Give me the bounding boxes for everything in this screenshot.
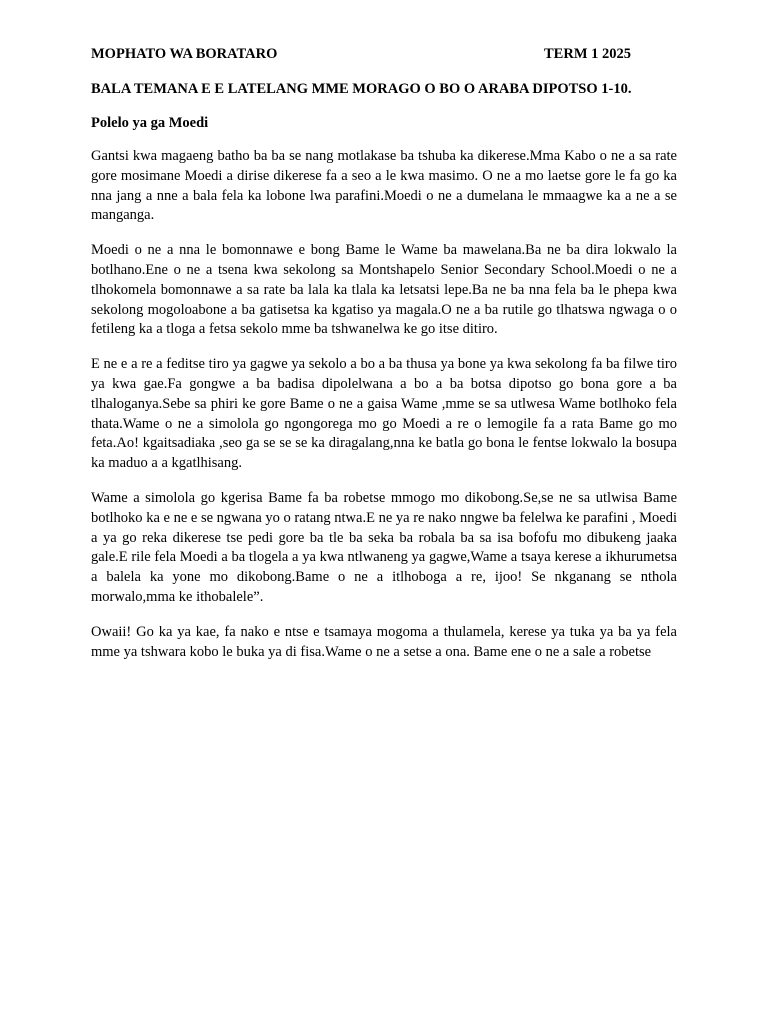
subject-title: MOPHATO WA BORATARO — [91, 46, 278, 62]
document-page — [91, 44, 677, 662]
story-title: Polelo ya ga Moedi — [91, 115, 209, 131]
term-label: TERM 1 2025 — [544, 46, 631, 62]
document-header — [91, 44, 677, 64]
story-paragraph-2: Moedi o ne a nna le bomonnawe e bong Bame le Wame ba mawelana.Ba ne ba dira lokwalo la botlhano.Ene o ne a tsena kwa sekolong sa Montshapelo Senior Secondary School.Moedi o ne a tlhokomela bomonnawe a sa rate ba lala ka tlala ka letsatsi lepe.Ba ne ba nna fela ba le phepa kwa sekolong mogoloabone a ba gatisetsa ka kgatiso ya magala.O ne a ba rutile go tlhatswa ngwaga o o fetileng ka a tloga a fetsa sekolo mme ba tshwanelwa ke go itse ditiro. — [91, 242, 677, 338]
story-paragraph-5: Owaii! Go ka ya kae, fa nako e ntse e tsamaya mogoma a thulamela, kerese ya tuka ya ba ya fela mme ya tshwara kobo le buka ya di fisa.Wame o ne a setse a ona. Bame ene o ne a sale a robetse — [91, 623, 677, 660]
instruction-heading: BALA TEMANA E E LATELANG MME MORAGO O BO O ARABA DIPOTSO 1-10. — [91, 81, 632, 97]
story-paragraph-1: Gantsi kwa magaeng batho ba ba se nang motlakase ba tshuba ka dikerese.Mma Kabo o ne a sa rate gore mosimane Moedi a dirise dikerese fa a seo a le kwa masimo. O ne a mo laetse gore le fa go ka nna jang a nne a bala fela ka lobone lwa parafini.Moedi o ne a dumelana le mmaagwe ka a ne a se manganga. — [91, 148, 677, 224]
story-paragraph-3: E ne e a re a feditse tiro ya gagwe ya sekolo a bo a ba thusa ya bone ya kwa sekolong fa ba filwe tiro ya kwa gae.Fa gongwe a ba badisa dipolelwana a bo a ba botsa dipotso go bona gore a ba tlhaloganya.Sebe sa phiri ke gore Bame o ne a gaisa Wame ,mme se sa utlwesa Wame botlhoko fela thata.Wame o ne a simolola go ngongorega mo go Moedi a re o lemogile fa a rata Bame go mo feta.Ao! kgaitsadiaka ,seo ga se se se ka diragalang,nna ke batla go bona le fentse lokwalo la bosupa ka maduo a a kgatlhisang. — [91, 356, 677, 472]
story-paragraph-4: Wame a simolola go kgerisa Bame fa ba robetse mmogo mo dikobong.Se,se ne sa utlwisa Bame botlhoko ka e ne e se ngwana yo o ratang ntwa.E ne ya re nako nngwe ba felelwa ke parafini , Moedi a ya go reka dikerese tse pedi gore ba tle ba seka ba robala ba sa isa bofofu mo dibukeng jaaka gale.E rile fela Moedi a ba tlogela a ya kwa ntlwaneng ya gagwe,Wame a tsaya kerese a ikhurumetsa a balela ka yone mo dikobong.Bame o ne a itlhoboga a re, ijoo! Se nkganang se nthola morwalo,mma ke ithobalele”. — [91, 489, 677, 605]
